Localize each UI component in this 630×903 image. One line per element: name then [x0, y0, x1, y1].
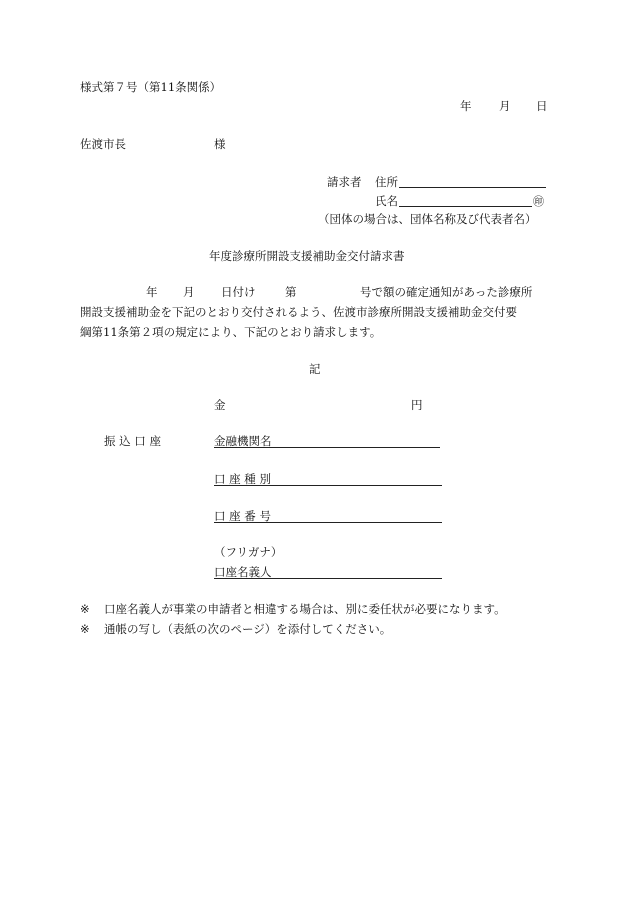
account-number-label: 口 座 番 号	[214, 509, 271, 523]
body-line1-tail: 号で額の確定通知があった診療所	[360, 285, 533, 299]
note-text-2: 通帳の写し（表紙の次のページ）を添付してください。	[104, 622, 392, 636]
body-year: 年	[146, 285, 158, 299]
account-holder-field[interactable]	[214, 578, 442, 579]
form-number: 様式第７号（第11条関係）	[80, 80, 222, 94]
body-number-prefix: 第	[285, 285, 297, 299]
account-type-label: 口 座 種 別	[214, 472, 271, 486]
body-month: 月	[183, 285, 195, 299]
account-type-field[interactable]	[214, 485, 442, 486]
bank-name-label: 金融機関名	[214, 434, 272, 448]
requester-label: 請求者	[327, 175, 362, 189]
date-year: 年	[460, 99, 472, 113]
note-mark-2: ※	[80, 622, 90, 636]
address-label: 住所	[375, 175, 398, 189]
document-title: 年度診療所開設支援補助金交付請求書	[209, 249, 405, 263]
address-field[interactable]	[399, 187, 546, 188]
transfer-label: 振 込 口 座	[104, 434, 161, 448]
addressee-honorific: 様	[214, 137, 226, 151]
furigana-label: （フリガナ）	[214, 545, 283, 559]
account-number-field[interactable]	[214, 522, 442, 523]
name-field[interactable]	[399, 206, 532, 207]
bank-name-field[interactable]	[214, 447, 440, 448]
requester-note: （団体の場合は、団体名称及び代表者名）	[318, 212, 537, 226]
body-line2: 開設支援補助金を下記のとおり交付されるよう、佐渡市診療所開設支援補助金交付要	[80, 305, 517, 319]
note-text-1: 口座名義人が事業の申請者と相違する場合は、別に委任状が必要になります。	[104, 602, 506, 616]
date-month: 月	[499, 99, 511, 113]
name-label: 氏名	[375, 194, 398, 208]
note-mark-1: ※	[80, 602, 90, 616]
addressee-name: 佐渡市長	[80, 137, 126, 151]
amount-unit: 円	[411, 398, 423, 412]
account-holder-label: 口座名義人	[214, 565, 272, 579]
seal-icon: ㊞	[533, 195, 544, 208]
body-line3: 綱第11条第２項の規定により、下記のとおり請求します。	[80, 325, 382, 339]
date-day: 日	[536, 99, 548, 113]
amount-label: 金	[214, 398, 226, 412]
body-day: 日付け	[221, 285, 256, 299]
ki-label: 記	[309, 362, 321, 376]
